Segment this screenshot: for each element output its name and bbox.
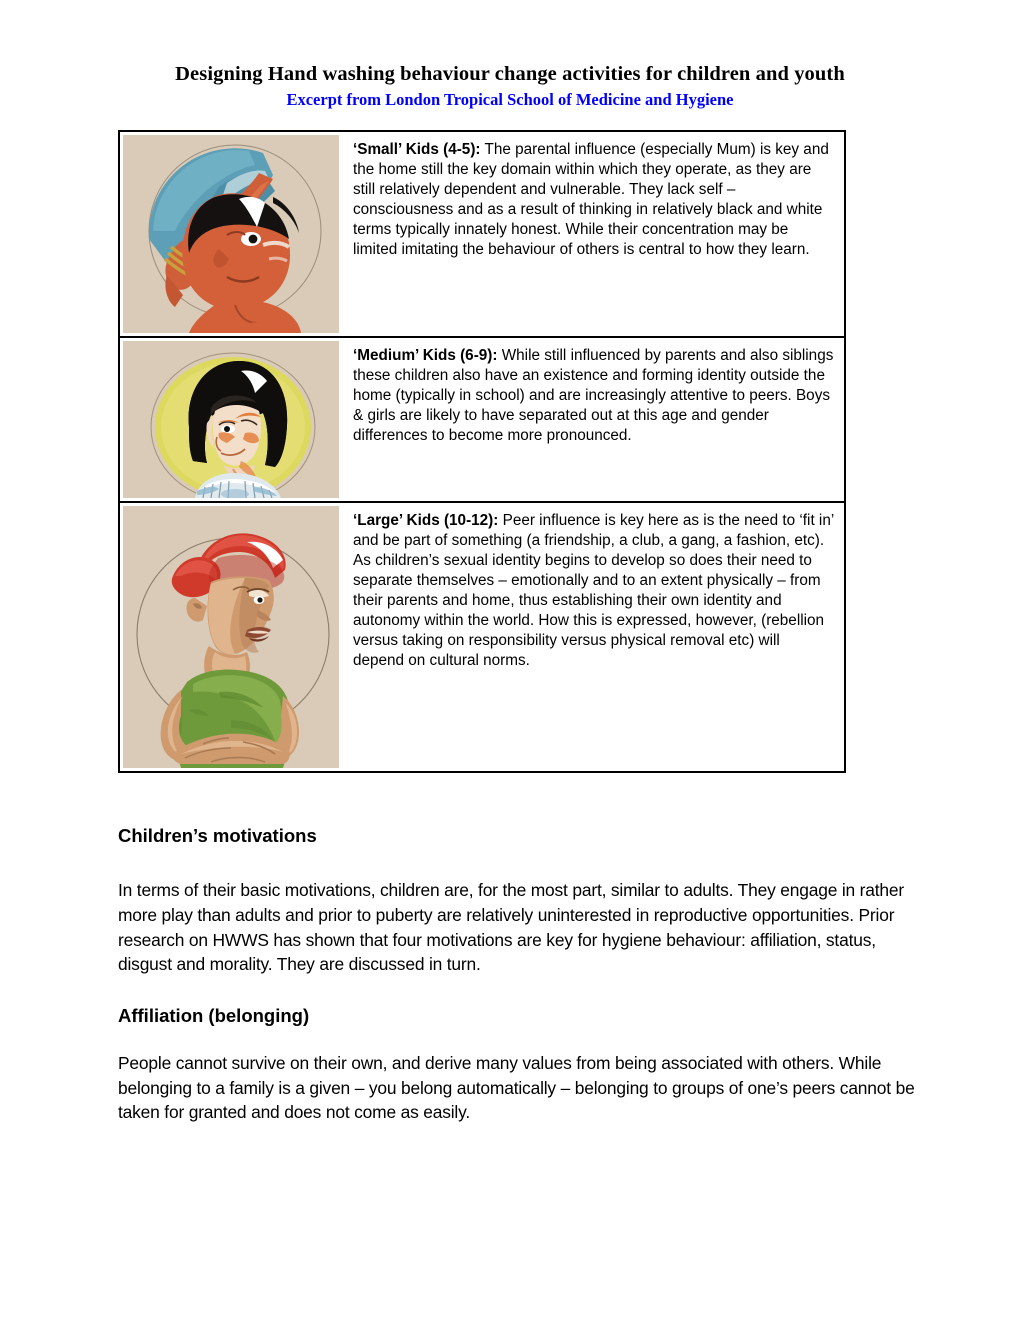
small-kids-illustration [123, 135, 339, 333]
section-heading-childrens-motivations: Children’s motivations [118, 825, 317, 846]
table-cell-text [342, 503, 844, 679]
page-title: Designing Hand washing behaviour change activities for children and youth [175, 63, 845, 85]
large-kids-illustration [123, 506, 339, 768]
age-group-description: Peer influence is key here as is the need to ‘fit in’ and be part of something (a friendship, a club, a gang, a fashion, etc). As children’s sexual identity begins to develop so does their need to separate themselves – emotionally and to an extent physically – from their parents and home, thus establishing their own identity and autonomy within the world. How this is expressed, however, (rebellion versus taking on responsibility versus physical removal etc) will depend on cultural norms. [353, 512, 834, 670]
spacer [118, 977, 918, 1004]
table-cell-image [120, 132, 342, 336]
medium-kids-illustration [123, 341, 339, 498]
section-paragraph-affiliation: People cannot survive on their own, and derive many values from being associated with others. While belonging to a family is a given – you belong automatically – belonging to groups of one’s peers cannot be taken for granted and does not come as easily. [118, 1053, 915, 1123]
age-group-label: ‘Large’ Kids (10-12): [353, 512, 499, 529]
table-cell-text [342, 338, 844, 454]
spacer [118, 1027, 918, 1051]
table-cell-text [342, 132, 844, 268]
age-group-label: ‘Small’ Kids (4-5): [353, 141, 481, 158]
page-subtitle: Excerpt from London Tropical School of Medicine and Hygiene [286, 90, 734, 110]
age-group-description: While still influenced by parents and also siblings these children also have an existence and forming identity outside the home (typically in school) and are increasingly attentive to peers. Boys & girls are likely to have separated out at this age and gender differences to become more pronounced. [353, 347, 834, 445]
age-group-table [118, 130, 846, 773]
table-cell-image [120, 338, 342, 501]
table-row [120, 132, 844, 338]
spacer [118, 847, 918, 878]
table-row [120, 503, 844, 771]
section-heading-affiliation: Affiliation (belonging) [118, 1004, 310, 1026]
age-group-description: The parental influence (especially Mum) is key and the home still the key domain within which they operate, as they are still relatively dependent and vulnerable. They lack self –consciousness and as a result of thinking in relatively black and white terms typically innately honest. While their concentration may be limited imitating the behaviour of others is central to how they learn. [353, 141, 829, 259]
age-group-label: ‘Medium’ Kids (6-9): [353, 347, 498, 364]
table-row [120, 338, 844, 503]
section-paragraph-childrens-motivations: In terms of their basic motivations, children are, for the most part, similar to adults. They engage in rather more play than adults and prior to puberty are relatively uninterested in reproductive opportunities. Prior research on HWWS has shown that four motivations are key for hygiene behaviour: affiliation, status, disgust and morality. They are discussed in turn. [118, 880, 905, 975]
article-body [118, 824, 918, 1125]
document-header [0, 0, 1020, 110]
table-cell-image [120, 503, 342, 771]
